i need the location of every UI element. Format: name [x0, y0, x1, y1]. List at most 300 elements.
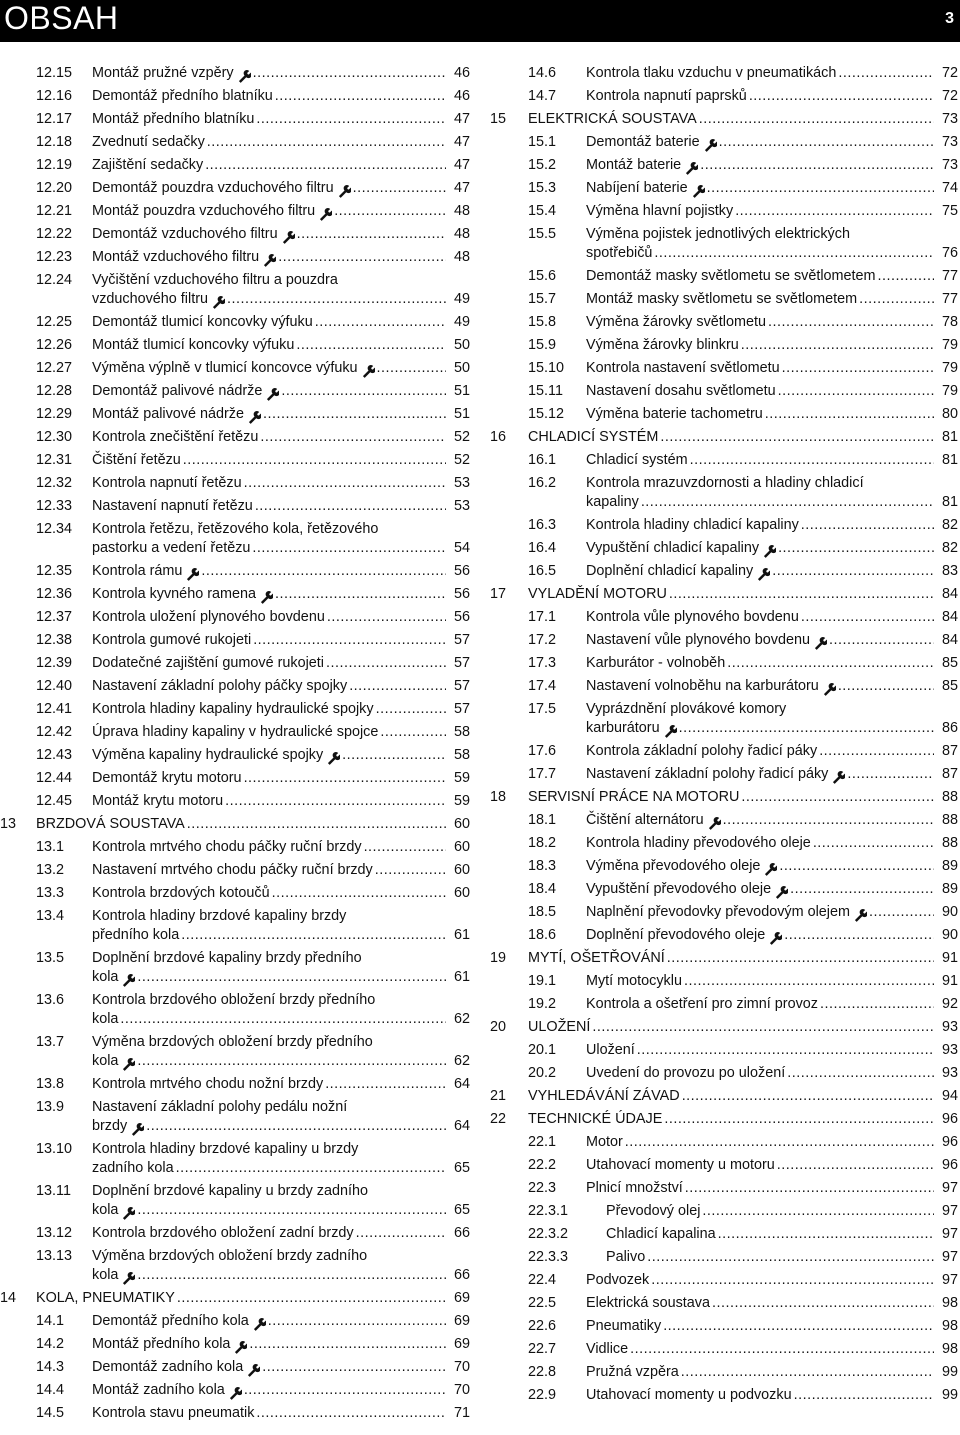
- toc-entry-title: KOLA, PNEUMATIKY: [36, 1290, 175, 1306]
- toc-entry[interactable]: [490, 336, 958, 355]
- toc-entry-title: Naplnění převodovky převodovým olejem: [586, 904, 850, 920]
- toc-entry-title: spotřebičů: [586, 245, 653, 261]
- toc-entry-title: Převodový olej: [606, 1203, 701, 1219]
- dot-leader: [838, 64, 934, 83]
- toc-entry[interactable]: [490, 677, 958, 696]
- toc-entry-number: 17.1: [528, 609, 557, 625]
- toc-entry[interactable]: [490, 1064, 958, 1083]
- toc-entry-number: 12.30: [36, 429, 73, 445]
- toc-entry[interactable]: [0, 562, 470, 581]
- toc-entry-number: 12.16: [36, 88, 73, 104]
- dot-leader: [859, 290, 934, 309]
- toc-entry-page: 99: [941, 1387, 958, 1403]
- toc-entry-page: 93: [941, 1042, 958, 1058]
- toc-entry[interactable]: [0, 1312, 470, 1331]
- toc-entry[interactable]: [490, 1294, 958, 1313]
- toc-entry-number: 14.4: [36, 1382, 65, 1398]
- toc-entry-page: 91: [941, 950, 958, 966]
- toc-entry[interactable]: [0, 769, 470, 788]
- toc-entry-title: Doplnění brzdové kapaliny u brzdy zadního: [92, 1183, 368, 1199]
- toc-entry[interactable]: [490, 903, 958, 922]
- toc-entry-page: 71: [453, 1405, 470, 1421]
- toc-entry-number: 13.10: [36, 1141, 73, 1157]
- toc-entry[interactable]: [490, 474, 958, 512]
- toc-entry-number: 13.11: [36, 1183, 71, 1199]
- toc-entry[interactable]: [0, 654, 470, 673]
- toc-entry[interactable]: [0, 497, 470, 516]
- toc-entry[interactable]: [0, 248, 470, 267]
- toc-entry[interactable]: [0, 133, 470, 152]
- toc-entry[interactable]: [490, 1202, 958, 1221]
- toc-entry-title: Demontáž zadního kola: [92, 1359, 244, 1375]
- toc-entry[interactable]: [490, 179, 958, 198]
- toc-entry-page: 64: [453, 1118, 470, 1134]
- toc-entry-title: Montáž pružné vzpěry: [92, 65, 234, 81]
- toc-entry[interactable]: [490, 405, 958, 424]
- toc-entry-number: 13.5: [36, 950, 65, 966]
- wrench-icon: [265, 387, 279, 401]
- toc-entry[interactable]: [0, 359, 470, 378]
- toc-entry[interactable]: [0, 949, 470, 987]
- toc-entry-title: Karburátor - volnoběh: [586, 655, 726, 671]
- toc-entry[interactable]: [0, 87, 470, 106]
- toc-entry-number: 12.35: [36, 563, 73, 579]
- toc-entry[interactable]: [0, 1075, 470, 1094]
- toc-entry[interactable]: [490, 1386, 958, 1405]
- toc-entry[interactable]: [490, 880, 958, 899]
- toc-entry-page: 52: [453, 429, 470, 445]
- dot-leader: [712, 1294, 934, 1313]
- dot-leader: [699, 110, 934, 129]
- toc-entry-page: 80: [941, 406, 958, 422]
- dot-leader: [772, 562, 934, 581]
- toc-entry[interactable]: [0, 405, 470, 424]
- toc-entry-number: 12.41: [36, 701, 73, 717]
- toc-entry-number: 15.5: [528, 226, 557, 242]
- toc-entry-title: Demontáž předního blatníku: [92, 88, 273, 104]
- toc-entry-number: 15.1: [528, 134, 557, 150]
- toc-entry[interactable]: [490, 225, 958, 263]
- toc-entry-number: 22.6: [528, 1318, 557, 1334]
- toc-entry-number: 22: [490, 1111, 507, 1127]
- toc-entry-number: 13.7: [36, 1034, 65, 1050]
- toc-entry-title: Kontrola hladiny chladicí kapaliny: [586, 517, 799, 533]
- toc-entry-title: Montáž předního blatníku: [92, 111, 255, 127]
- toc-entry[interactable]: [490, 811, 958, 830]
- toc-entry[interactable]: [0, 225, 470, 244]
- toc-entry[interactable]: [490, 654, 958, 673]
- dot-leader: [281, 382, 446, 401]
- toc-entry-number: 18.3: [528, 858, 557, 874]
- toc-entry-page: 98: [941, 1295, 958, 1311]
- toc-entry[interactable]: [490, 995, 958, 1014]
- toc-entry-title: Vyprázdnění plovákové komory: [586, 701, 787, 717]
- dot-leader: [685, 1179, 934, 1198]
- toc-entry[interactable]: [490, 428, 958, 447]
- toc-entry-title: Mytí motocyklu: [586, 973, 682, 989]
- toc-entry-page: 62: [453, 1011, 470, 1027]
- toc-entry[interactable]: [490, 359, 958, 378]
- toc-entry[interactable]: [0, 677, 470, 696]
- toc-entry[interactable]: [490, 1317, 958, 1336]
- toc-entry-page: 70: [453, 1359, 470, 1375]
- dot-leader: [727, 654, 934, 673]
- dot-leader: [801, 608, 934, 627]
- toc-entry[interactable]: [0, 64, 470, 83]
- toc-entry[interactable]: [490, 1271, 958, 1290]
- dot-leader: [262, 1358, 446, 1377]
- toc-entry-number: 12.33: [36, 498, 73, 514]
- wrench-icon: [361, 364, 375, 378]
- toc-entry[interactable]: [0, 156, 470, 175]
- toc-entry-page: 97: [941, 1203, 958, 1219]
- toc-entry-title: Utahovací momenty u motoru: [586, 1157, 775, 1173]
- toc-entry-number: 12.17: [36, 111, 73, 127]
- toc-entry-title: Montáž vzduchového filtru: [92, 249, 260, 265]
- dot-leader: [201, 562, 446, 581]
- toc-entry-title: Demontáž palivové nádrže: [92, 383, 263, 399]
- toc-entry-number: 15.6: [528, 268, 557, 284]
- dot-leader: [120, 1010, 446, 1029]
- toc-entry[interactable]: [490, 972, 958, 991]
- toc-entry[interactable]: [0, 336, 470, 355]
- dot-leader: [187, 815, 446, 834]
- toc-entry[interactable]: [490, 1087, 958, 1106]
- toc-entry[interactable]: [490, 382, 958, 401]
- dot-leader: [878, 267, 934, 286]
- toc-entry-title: brzdy: [92, 1118, 128, 1134]
- toc-entry[interactable]: [490, 1018, 958, 1037]
- toc-entry-title: Nastavení volnoběhu na karburátoru: [586, 678, 819, 694]
- toc-entry[interactable]: [0, 1381, 470, 1400]
- toc-entry-title: Nastavení základní polohy pedálu nožní: [92, 1099, 348, 1115]
- toc-entry-page: 60: [453, 839, 470, 855]
- toc-entry[interactable]: [0, 585, 470, 604]
- dot-leader: [777, 1156, 934, 1175]
- toc-entry[interactable]: [0, 991, 470, 1029]
- page-header: [0, 0, 960, 42]
- toc-entry-title: Dodatečné zajištění gumové rukojeti: [92, 655, 324, 671]
- dot-leader: [749, 87, 934, 106]
- toc-entry[interactable]: [490, 765, 958, 784]
- toc-entry-number: 22.4: [528, 1272, 557, 1288]
- toc-entry[interactable]: [490, 156, 958, 175]
- toc-entry[interactable]: [490, 834, 958, 853]
- toc-entry-page: 73: [941, 134, 958, 150]
- toc-entry[interactable]: [0, 1335, 470, 1354]
- toc-entry[interactable]: [0, 110, 470, 129]
- toc-entry[interactable]: [490, 290, 958, 309]
- toc-entry-number: 22.3.1: [528, 1203, 569, 1219]
- toc-entry-page: 56: [453, 563, 470, 579]
- toc-entry-title: Kontrola kyvného ramena: [92, 586, 256, 602]
- dot-leader: [778, 539, 934, 558]
- toc-entry[interactable]: [490, 1363, 958, 1382]
- toc-entry-title: ELEKTRICKÁ SOUSTAVA: [528, 111, 697, 127]
- dot-leader: [260, 428, 446, 447]
- toc-column-right: [490, 64, 958, 1409]
- dot-leader: [669, 585, 934, 604]
- toc-entry-page: 61: [453, 969, 470, 985]
- toc-entry-number: 16.1: [528, 452, 557, 468]
- toc-entry-page: 97: [941, 1272, 958, 1288]
- toc-entry-number: 17.5: [528, 701, 557, 717]
- toc-entry-number: 13.9: [36, 1099, 65, 1115]
- dot-leader: [667, 949, 934, 968]
- toc-entry[interactable]: [490, 64, 958, 83]
- toc-entry[interactable]: [490, 949, 958, 968]
- dot-leader: [177, 1289, 446, 1308]
- toc-entry[interactable]: [490, 516, 958, 535]
- dot-leader: [741, 336, 934, 355]
- toc-entry-number: 12.43: [36, 747, 73, 763]
- toc-entry[interactable]: [0, 792, 470, 811]
- toc-entry-title: kola: [92, 1053, 119, 1069]
- toc-entry[interactable]: [490, 1340, 958, 1359]
- toc-entry[interactable]: [0, 1247, 470, 1285]
- toc-entry-number: 12.42: [36, 724, 73, 740]
- wrench-icon: [853, 908, 867, 922]
- toc-entry[interactable]: [0, 838, 470, 857]
- toc-entry-title: Podvozek: [586, 1272, 650, 1288]
- toc-entry[interactable]: [0, 382, 470, 401]
- toc-entry-title: Výměna baterie tachometru: [586, 406, 763, 422]
- toc-entry-title: Kontrola uložení plynového bovdenu: [92, 609, 325, 625]
- toc-entry[interactable]: [490, 631, 958, 650]
- toc-entry[interactable]: [0, 608, 470, 627]
- toc-entry-page: 97: [941, 1226, 958, 1242]
- toc-entry-page: 52: [453, 452, 470, 468]
- dot-leader: [364, 838, 446, 857]
- toc-entry-title: Čištění řetězu: [92, 452, 181, 468]
- toc-entry-title: Montáž pouzdra vzduchového filtru: [92, 203, 316, 219]
- toc-entry[interactable]: [490, 1133, 958, 1152]
- toc-entry-page: 75: [941, 203, 958, 219]
- toc-entry-title: Chladicí systém: [586, 452, 688, 468]
- dot-leader: [707, 179, 934, 198]
- dot-leader: [181, 926, 446, 945]
- toc-entry-number: 12.20: [36, 180, 73, 196]
- toc-entry-page: 85: [941, 678, 958, 694]
- dot-leader: [380, 723, 446, 742]
- dot-leader: [735, 202, 934, 221]
- toc-entry[interactable]: [490, 87, 958, 106]
- toc-entry[interactable]: [0, 1033, 470, 1071]
- toc-entry-page: 97: [941, 1180, 958, 1196]
- toc-entry[interactable]: [490, 313, 958, 332]
- toc-entry-number: 16.4: [528, 540, 557, 556]
- toc-entry-number: 16.2: [528, 475, 557, 491]
- toc-entry[interactable]: [490, 1225, 958, 1244]
- dot-leader: [377, 359, 446, 378]
- toc-entry-number: 13: [0, 816, 17, 832]
- page-number: 3: [945, 10, 954, 27]
- toc-entry-number: 12.40: [36, 678, 73, 694]
- toc-entry[interactable]: [490, 788, 958, 807]
- toc-entry-page: 50: [453, 360, 470, 376]
- toc-entry[interactable]: [490, 451, 958, 470]
- toc-entry[interactable]: [490, 202, 958, 221]
- toc-entry[interactable]: [0, 861, 470, 880]
- dot-leader: [660, 428, 934, 447]
- toc-entry-number: 15.8: [528, 314, 557, 330]
- toc-entry[interactable]: [0, 1182, 470, 1220]
- toc-entry[interactable]: [490, 110, 958, 129]
- wrench-icon: [691, 184, 705, 198]
- toc-entry-page: 66: [453, 1267, 470, 1283]
- wrench-icon: [813, 636, 827, 650]
- toc-entry[interactable]: [0, 815, 470, 834]
- toc-entry-title: vzduchového filtru: [92, 291, 208, 307]
- toc-entry[interactable]: [490, 1041, 958, 1060]
- toc-entry[interactable]: [0, 631, 470, 650]
- toc-entry-page: 47: [453, 157, 470, 173]
- toc-entry[interactable]: [490, 1110, 958, 1129]
- toc-entry[interactable]: [0, 700, 470, 719]
- toc-entry-title: TECHNICKÉ ÚDAJE: [528, 1111, 663, 1127]
- toc-entry-title: Výměna brzdových obložení brzdy zadního: [92, 1248, 368, 1264]
- toc-entry[interactable]: [490, 562, 958, 581]
- dot-leader: [700, 156, 934, 175]
- toc-entry[interactable]: [490, 267, 958, 286]
- toc-entry-title: Zvednutí sedačky: [92, 134, 205, 150]
- toc-entry[interactable]: [0, 746, 470, 765]
- wrench-icon: [121, 1271, 135, 1285]
- toc-entry-number: 21: [490, 1088, 507, 1104]
- wrench-icon: [763, 862, 777, 876]
- toc-entry-number: 20.1: [528, 1042, 557, 1058]
- toc-entry-title: Kontrola základní polohy řadicí páky: [586, 743, 818, 759]
- toc-entry-title: Kontrola hladiny brzdové kapaliny brzdy: [92, 908, 347, 924]
- toc-entry[interactable]: [490, 585, 958, 604]
- dot-leader: [681, 1363, 934, 1382]
- wrench-icon: [130, 1122, 144, 1136]
- wrench-icon: [762, 544, 776, 558]
- dot-leader: [819, 742, 934, 761]
- toc-entry[interactable]: [0, 1289, 470, 1308]
- toc-entry-title: Čištění alternátoru: [586, 812, 704, 828]
- dot-leader: [718, 1225, 934, 1244]
- toc-entry-number: 19.1: [528, 973, 557, 989]
- toc-entry[interactable]: [0, 271, 470, 309]
- toc-entry-number: 12.31: [36, 452, 73, 468]
- toc-entry-number: 16: [490, 429, 507, 445]
- toc-entry[interactable]: [490, 1179, 958, 1198]
- toc-entry[interactable]: [0, 1358, 470, 1377]
- dot-leader: [375, 861, 446, 880]
- toc-entry[interactable]: [0, 1098, 470, 1136]
- toc-entry-number: 12.28: [36, 383, 73, 399]
- dot-leader: [768, 313, 934, 332]
- toc-entry-title: Nastavení základní polohy páčky spojky: [92, 678, 348, 694]
- toc-entry-page: 98: [941, 1318, 958, 1334]
- toc-entry[interactable]: [0, 451, 470, 470]
- toc-entry-number: 12.44: [36, 770, 73, 786]
- toc-entry-number: 12.39: [36, 655, 73, 671]
- toc-entry-title: Úprava hladiny kapaliny v hydraulické spojce: [92, 724, 379, 740]
- toc-entry[interactable]: [0, 313, 470, 332]
- toc-entry-page: 64: [453, 1076, 470, 1092]
- toc-entry-page: 47: [453, 180, 470, 196]
- toc-entry[interactable]: [0, 520, 470, 558]
- toc-entry-title: MYTÍ, OŠETŘOVÁNÍ: [528, 950, 665, 966]
- dot-leader: [679, 719, 934, 738]
- dot-leader: [869, 903, 934, 922]
- toc-entry-title: Kontrola napnutí řetězu: [92, 475, 242, 491]
- toc-entry-title: kola: [92, 1202, 119, 1218]
- toc-entry[interactable]: [490, 742, 958, 761]
- toc-entry[interactable]: [0, 1224, 470, 1243]
- toc-entry-page: 57: [453, 678, 470, 694]
- toc-entry-page: 48: [453, 203, 470, 219]
- wrench-icon: [822, 682, 836, 696]
- toc-entry[interactable]: [0, 179, 470, 198]
- toc-entry-title: Utahovací momenty u podvozku: [586, 1387, 792, 1403]
- toc-entry[interactable]: [490, 700, 958, 738]
- dot-leader: [637, 1041, 934, 1060]
- toc-entry-title: Nabíjení baterie: [586, 180, 688, 196]
- toc-entry[interactable]: [490, 539, 958, 558]
- wrench-icon: [211, 295, 225, 309]
- toc-entry[interactable]: [0, 202, 470, 221]
- toc-entry[interactable]: [0, 907, 470, 945]
- toc-entry-number: 15.12: [528, 406, 565, 422]
- toc-entry-page: 89: [941, 858, 958, 874]
- toc-entry[interactable]: [0, 1140, 470, 1178]
- dot-leader: [207, 133, 446, 152]
- dot-leader: [782, 359, 934, 378]
- wrench-icon: [831, 770, 845, 784]
- toc-entry[interactable]: [490, 926, 958, 945]
- toc-entry-page: 47: [453, 111, 470, 127]
- toc-entry-title: Chladicí kapalina: [606, 1226, 716, 1242]
- toc-entry[interactable]: [490, 1156, 958, 1175]
- toc-entry-title: Vypuštění chladicí kapaliny: [586, 540, 760, 556]
- toc-entry[interactable]: [0, 723, 470, 742]
- toc-entry-title: Kontrola mrtvého chodu páčky ruční brzdy: [92, 839, 362, 855]
- toc-entry-number: 13.13: [36, 1248, 73, 1264]
- dot-leader: [790, 880, 934, 899]
- toc-entry-title: Výměna žárovky blinkru: [586, 337, 739, 353]
- toc-entry-number: 12.19: [36, 157, 73, 173]
- toc-entry[interactable]: [490, 857, 958, 876]
- dot-leader: [253, 631, 446, 650]
- toc-entry[interactable]: [0, 884, 470, 903]
- toc-entry-page: 81: [941, 452, 958, 468]
- wrench-icon: [684, 161, 698, 175]
- toc-entry-number: 15.10: [528, 360, 565, 376]
- toc-entry[interactable]: [490, 608, 958, 627]
- wrench-icon: [281, 230, 295, 244]
- dot-leader: [146, 1117, 446, 1136]
- toc-entry-title: Výměna kapaliny hydraulické spojky: [92, 747, 324, 763]
- toc-entry-title: ULOŽENÍ: [528, 1019, 591, 1035]
- dot-leader: [723, 811, 934, 830]
- toc-entry-number: 22.3.2: [528, 1226, 569, 1242]
- toc-entry[interactable]: [490, 133, 958, 152]
- dot-leader: [176, 1159, 446, 1178]
- toc-entry-page: 91: [941, 973, 958, 989]
- toc-entry-page: 51: [453, 406, 470, 422]
- toc-entry[interactable]: [0, 428, 470, 447]
- toc-entry[interactable]: [0, 1404, 470, 1423]
- toc-entry[interactable]: [0, 474, 470, 493]
- toc-entry-title: VYLADĚNÍ MOTORU: [528, 586, 667, 602]
- toc-entry[interactable]: [490, 1248, 958, 1267]
- toc-entry-number: 16.3: [528, 517, 557, 533]
- toc-entry-page: 69: [453, 1336, 470, 1352]
- toc-entry-number: 12.36: [36, 586, 73, 602]
